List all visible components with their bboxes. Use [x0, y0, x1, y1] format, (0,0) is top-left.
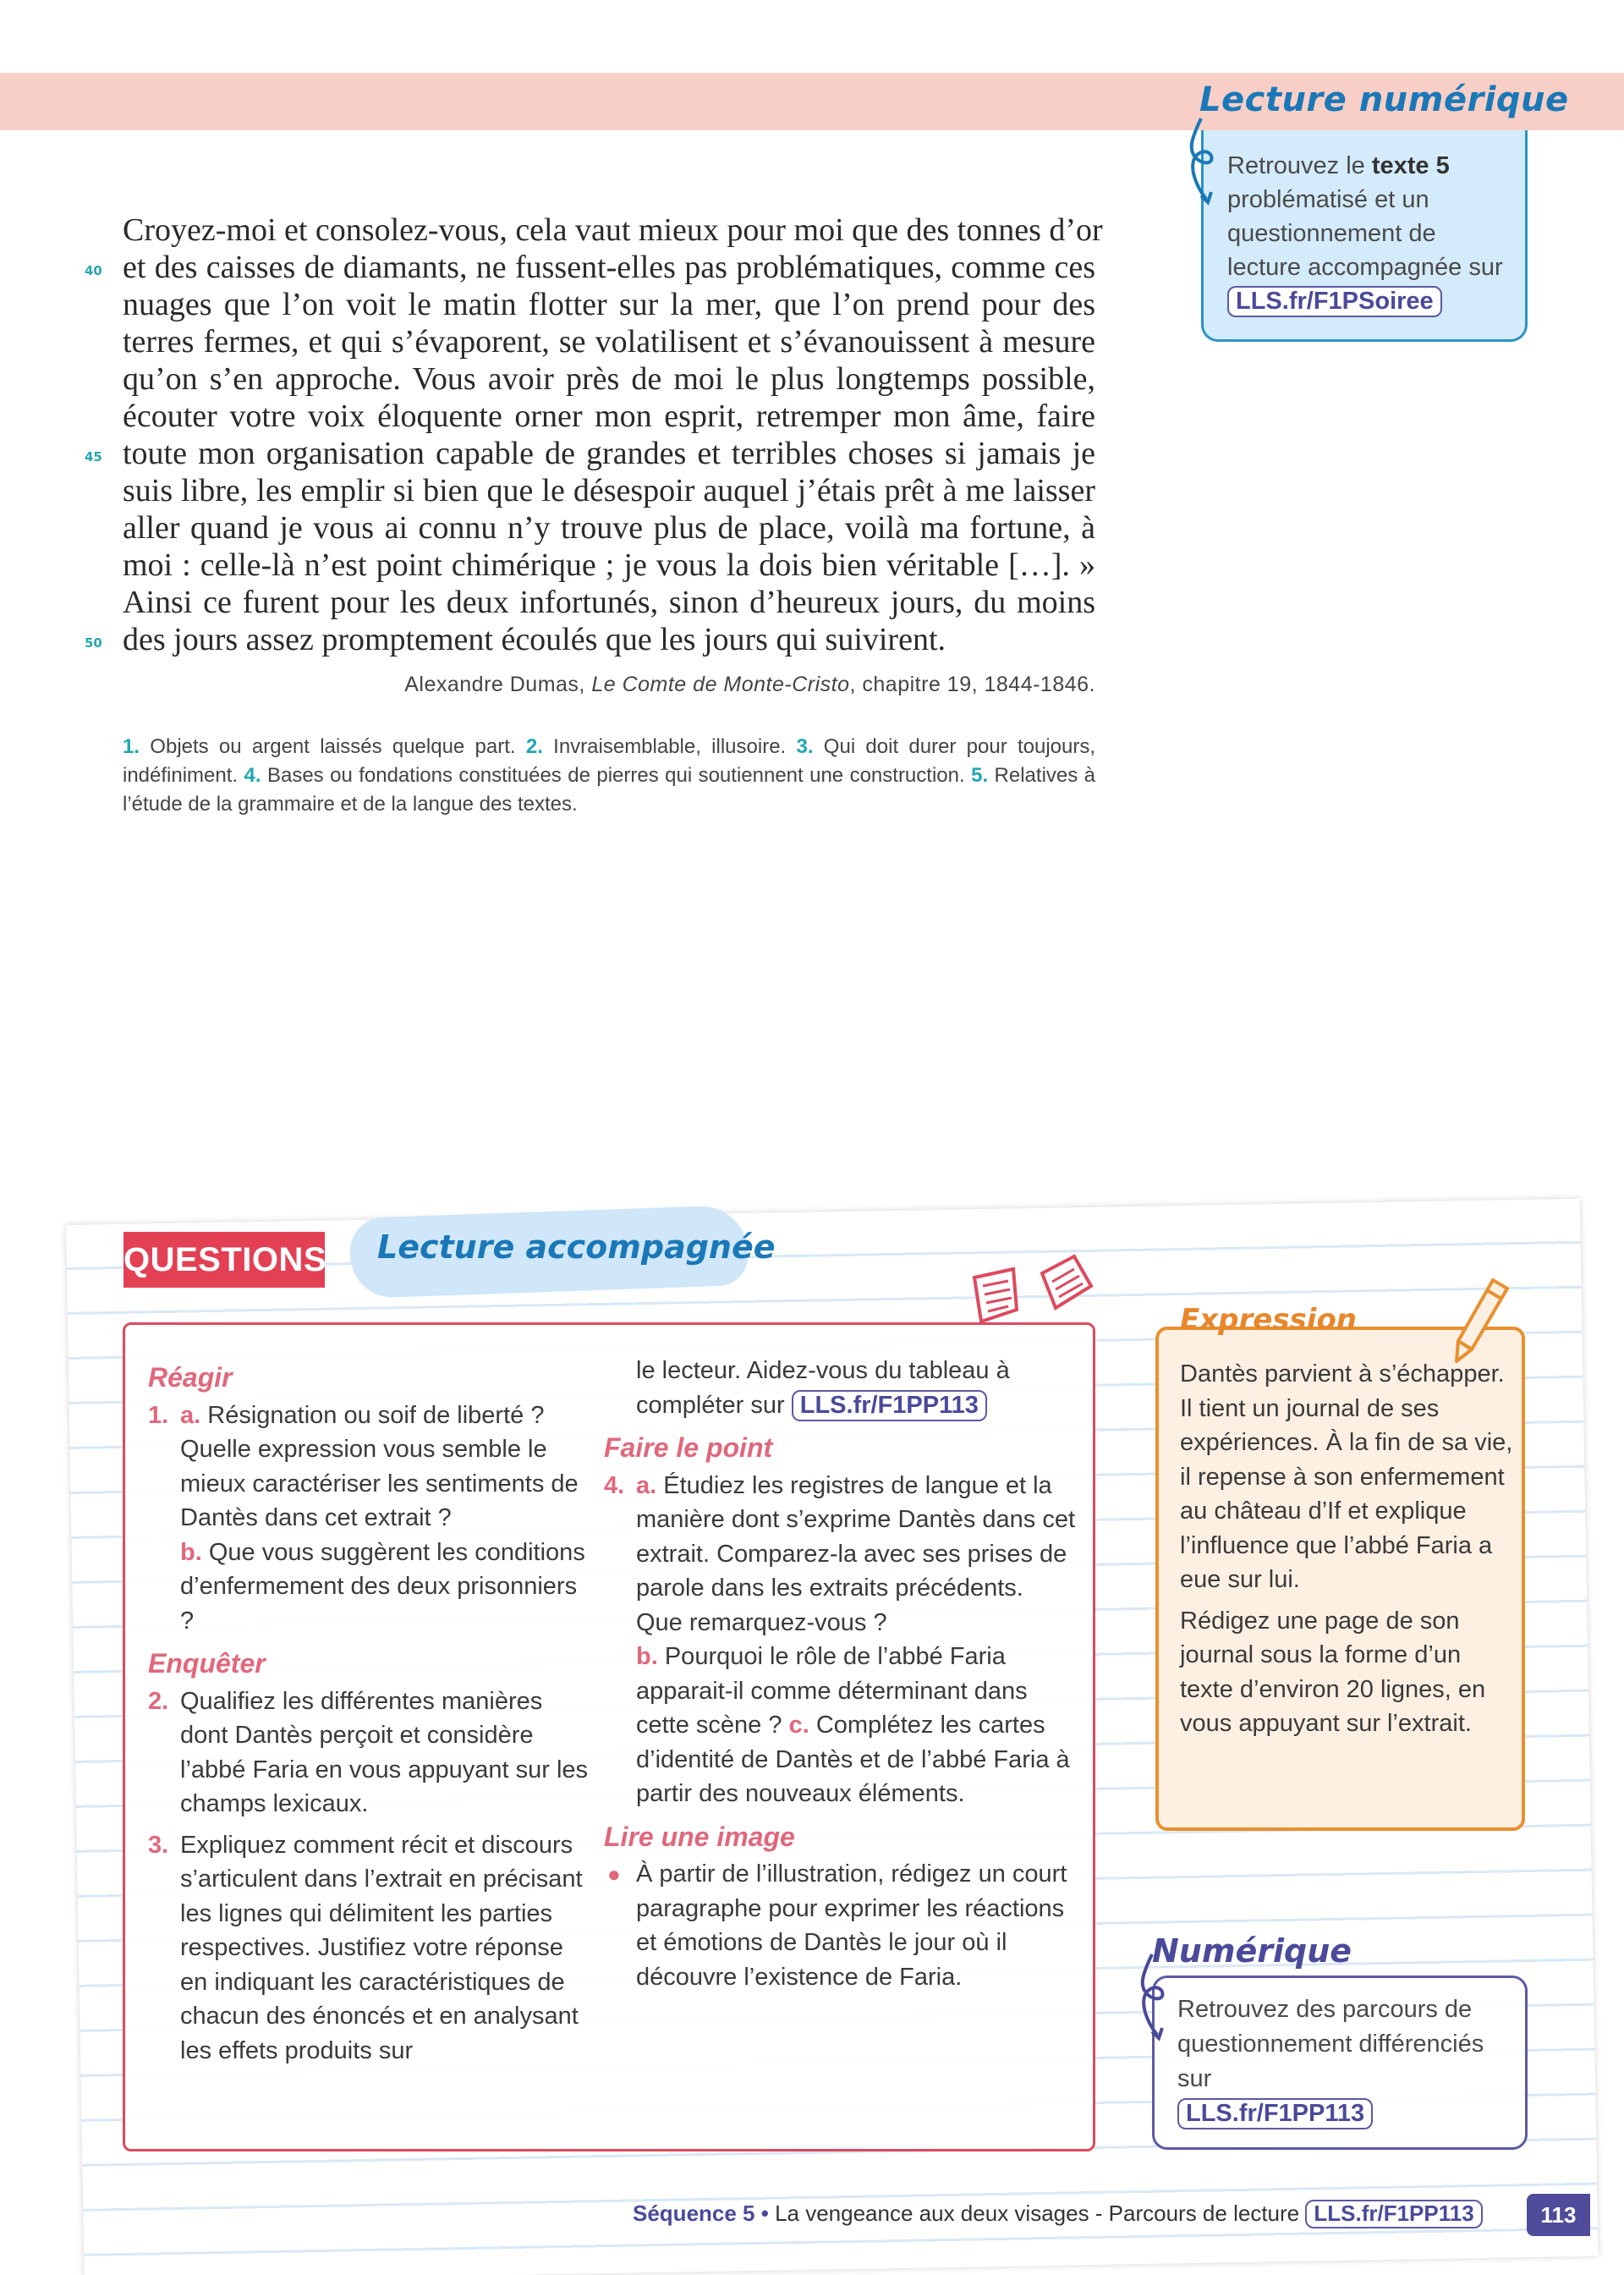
question-image: ● À partir de l’illustration, rédigez un court paragraphe pour exprimer les réactions et émotions de Dantès le jour où il découvre l’existence de Faria.: [604, 1857, 1076, 1994]
extract-line: 50 des jours assez promptement écoulés que les jours qui suivirent.: [85, 622, 946, 657]
question-3-continued: le lecteur. Aidez-vous du tableau à compléter sur LLS.fr/F1PP113: [604, 1354, 1076, 1422]
numerique-text: Retrouvez des parcours de questionnement différenciés sur LLS.fr/F1PP113: [1177, 1992, 1516, 2131]
extract-line: aller quand je vous ai connu n’y trouve plus de place, voilà ma fortune, à: [123, 510, 1095, 546]
lecture-numerique-text: Retrouvez le texte 5 problématisé et un questionnement de lecture accompagnée sur LLS.fr/F1PSoiree: [1227, 149, 1515, 318]
extract-line: terres fermes, et qui s’évaporent, se volatilisent et s’évanouissent à mesure: [123, 324, 1095, 360]
numerique-title: Numérique: [1152, 1932, 1352, 1970]
footnotes: 1. Objets ou argent laissés quelque part. 2. Invraisemblable, illusoire. 3. Qui doit durer pour toujours, indéfiniment. 4. Bases ou fondations constituées de pierres qui soutiennent une construction. 5. Relatives à l’étude de la grammaire et de la langue des textes.: [123, 735, 1096, 816]
questions-left-column: [148, 1352, 588, 2074]
link-f1psoiree[interactable]: LLS.fr/F1PSoiree: [1227, 286, 1442, 317]
curl-arrow-icon: [1133, 1950, 1176, 2052]
section-heading-faire-le-point: Faire le point: [604, 1432, 773, 1463]
link-f1pp113-table[interactable]: LLS.fr/F1PP113: [792, 1390, 987, 1421]
questions-badge: QUESTIONS: [123, 1232, 325, 1288]
extract-line: qu’on s’en approche. Vous avoir près de moi le plus longtemps possible,: [123, 361, 1095, 397]
bullet-icon: ●: [607, 1861, 621, 1887]
section-heading-lire-une-image: Lire une image: [604, 1821, 795, 1852]
page-number: 113: [1527, 2194, 1590, 2236]
extract-line: Croyez-moi et consolez-vous, cela vaut mieux pour moi que des tonnes d’or: [123, 212, 1103, 248]
paper-sheets-icon: [964, 1252, 1100, 1337]
lecture-numerique-title: Lecture numérique: [1199, 80, 1569, 119]
extract-line: 45 toute mon organisation capable de grandes et terribles choses si jamais je: [85, 436, 1095, 471]
section-heading-enqueter: Enquêter: [148, 1648, 266, 1679]
question-3: 3. Expliquez comment récit et discours s’articulent dans l’extrait en précisant les lignes qui délimitent les parties respectives. Justifiez votre réponse en indiquant les caractéristiques de chacun des énoncés et en analysant les effets produits sur: [148, 1831, 583, 2064]
extract-line: suis libre, les emplir si bien que le désespoir auquel j’étais prêt à me laisser: [123, 473, 1095, 508]
link-f1pp113-footer[interactable]: LLS.fr/F1PP113: [1305, 2200, 1482, 2228]
question-1: 1. a. Résignation ou soif de liberté ? Quelle expression vous semble le mieux caractériser les sentiments de Dantès dans cet extrait ? b. Que vous suggèrent les conditions d’enfermement des deux prisonniers ?: [148, 1401, 585, 1635]
question-4: 4. a. Étudiez les registres de langue et la manière dont s’exprime Dantès dans cet extrait. Comparez-la avec ses prises de parole dans les extraits précédents. Que remarquez-vous ? b. Pourquoi le rôle de l’abbé Faria apparait-il comme déterminant dans cette scène ? c. Complétez les cartes d’identité de Dantès et de l’abbé Faria à partir des nouveaux éléments.: [604, 1471, 1076, 1807]
extract-text: [85, 212, 1103, 658]
lecture-accompagnee-title: Lecture accompagnée: [377, 1228, 776, 1266]
page-footer: Séquence 5 • La vengeance aux deux visages - Parcours de lecture LLS.fr/F1PP113: [633, 2200, 1483, 2228]
curl-arrow-icon: [1182, 114, 1225, 216]
expression-title: Expression: [1180, 1303, 1358, 1337]
extract-line: Ainsi ce furent pour les deux infortunés, sinon d’heureux jours, du moins: [123, 585, 1095, 620]
question-2: 2. Qualifiez les différentes manières dont Dantès perçoit et considère l’abbé Faria en vous appuyant sur les champs lexicaux.: [148, 1687, 589, 1817]
questions-right-column: [604, 1354, 1076, 2001]
section-heading-reagir: Réagir: [148, 1362, 233, 1393]
extract-line: moi : celle-là n’est point chimérique ; je vous la dois bien véritable […]. »: [123, 547, 1095, 583]
sequence-label: Séquence 5: [633, 2201, 755, 2226]
extract-line: 40 et des caisses de diamants, ne fussent-elles pas problématiques, comme ces: [85, 250, 1095, 285]
sequence-title: La vengeance aux deux visages - Parcours de lecture: [775, 2201, 1300, 2226]
pencil-icon: [1446, 1273, 1514, 1366]
extract-line: nuages que l’on voit le matin flotter sur la mer, que l’on prend pour des: [123, 287, 1095, 322]
extract-source: Alexandre Dumas, Le Comte de Monte-Cristo, chapitre 19, 1844-1846.: [404, 673, 1095, 696]
extract-line: écouter votre voix éloquente orner mon esprit, retremper mon âme, faire: [123, 398, 1095, 434]
link-f1pp113-parcours[interactable]: LLS.fr/F1PP113: [1177, 2098, 1373, 2129]
expression-text: Dantès parvient à s’échapper. Il tient un journal de ses expériences. À la fin de sa vie, il repense à son enfermement au château d’If et explique l’influence que l’abbé Faria a eue sur lui. Rédigez une page de son journal sous la forme d’un texte d’environ 20 lignes, en vous appuyant sur l’extrait.: [1180, 1360, 1513, 1737]
